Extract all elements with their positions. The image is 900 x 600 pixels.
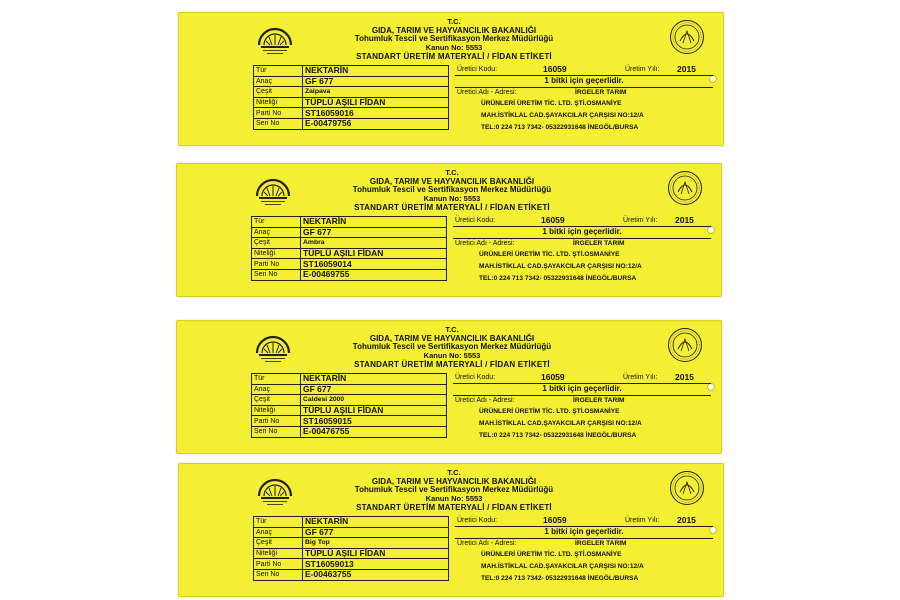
field-row [252,405,447,416]
producer-name-row [453,238,711,249]
field-row [252,238,447,249]
field-row [252,416,447,427]
code-year-row [455,516,713,527]
producer-code-label: Üretici Kodu: [455,217,496,224]
field-value: Caldesi 2000 [301,395,447,406]
address-line: ÜRÜNLERİ ÜRETİM TİC. LTD. ŞTİ.OSMANİYE [481,551,622,558]
header-ministry: GIDA, TARIM VE HAYVANCILIK BAKANLIĞI [369,176,535,186]
field-row [252,269,447,280]
label-fields-table [253,516,449,581]
address-line: MAH.İSTİKLAL CAD.ŞAYAKCILAR ÇARŞISI NO:12/A [479,420,642,427]
field-row [252,248,447,259]
code-year-row [453,373,711,384]
field-key: Anaç [254,527,303,538]
header-directorate: Tohumluk Tescil ve Sertifikasyon Merkez Müdürlüğü [354,485,554,494]
producer-name-label: Üretici Adı - Adresi: [457,540,517,547]
label-fields-table [251,373,447,438]
field-value: E-00463755 [303,569,449,580]
producer-block [455,65,713,134]
address-line: TEL:0 224 713 7342- 05322931648 İNEGÖL/BURSA [481,124,639,131]
year-label: Üretim Yılı: [625,517,660,524]
field-value: ST16059015 [301,416,447,427]
field-value: ST16059014 [301,259,447,270]
field-row [254,517,449,528]
producer-name-label: Üretici Adı - Adresi: [455,397,515,404]
seedling-label-2 [176,163,722,297]
producer-name: İRGELER TARIM [575,89,627,96]
year-label: Üretim Yılı: [625,66,660,73]
producer-address [455,549,713,585]
ministry-logo-icon [255,472,295,508]
field-key: Anaç [252,384,301,395]
header-tc: T.C. [445,325,459,334]
header-law: Kanun No: 5553 [425,493,483,503]
field-value: TÜPLÜ AŞILI FİDAN [303,97,449,108]
field-value: TÜPLÜ AŞILI FİDAN [301,248,447,259]
production-year: 2015 [675,215,694,225]
label-header [309,469,599,513]
validity-text: 1 bitki için geçerlidir. [544,527,624,536]
certification-seal-icon [667,170,703,206]
header-tc: T.C. [447,468,461,477]
producer-name: İRGELER TARIM [575,540,627,547]
field-row [254,87,449,98]
field-key: Tür [254,517,303,528]
header-standard: STANDART ÜRETİM MATERYALİ / FİDAN ETİKETİ [356,52,552,61]
address-line: MAH.İSTİKLAL CAD.ŞAYAKCILAR ÇARŞISI NO:12/A [481,112,644,119]
label-header [307,326,597,370]
certification-seal-icon [669,19,705,55]
field-row [254,569,449,580]
field-key: Parti No [252,259,301,270]
producer-name-row [455,538,713,549]
field-row [252,395,447,406]
producer-code-label: Üretici Kodu: [457,517,498,524]
header-tc: T.C. [447,17,461,26]
producer-code: 16059 [541,372,565,382]
producer-name-row [453,395,711,406]
field-value: Big Top [303,538,449,549]
field-row [254,527,449,538]
header-ministry: GIDA, TARIM VE HAYVANCILIK BAKANLIĞI [369,333,535,343]
seedling-label-3 [176,320,722,454]
production-year: 2015 [677,515,696,525]
field-key: Çeşit [254,538,303,549]
field-row [254,66,449,77]
field-key: Seri No [254,569,303,580]
field-value: E-00469755 [301,269,447,280]
ministry-logo-icon [253,172,293,208]
address-line: MAH.İSTİKLAL CAD.ŞAYAKCILAR ÇARŞISI NO:12/A [479,263,642,270]
producer-code: 16059 [541,215,565,225]
field-key: Niteliği [254,548,303,559]
header-law: Kanun No: 5553 [423,350,481,360]
field-key: Seri No [252,269,301,280]
producer-name: İRGELER TARIM [573,240,625,247]
field-value: TÜPLÜ AŞILI FİDAN [303,548,449,559]
header-standard: STANDART ÜRETİM MATERYALİ / FİDAN ETİKETİ [356,503,552,512]
field-value: NEKTARİN [303,517,449,528]
field-row [254,538,449,549]
field-row [252,259,447,270]
address-line: ÜRÜNLERİ ÜRETİM TİC. LTD. ŞTİ.OSMANİYE [479,251,620,258]
field-value: GF 677 [301,227,447,238]
field-value: E-00479756 [303,118,449,129]
validity-text: 1 bitki için geçerlidir. [542,384,622,393]
field-row [252,384,447,395]
field-value: GF 677 [303,527,449,538]
producer-address [455,98,713,134]
field-key: Çeşit [254,87,303,98]
address-line: TEL:0 224 713 7342- 05322931648 İNEGÖL/BURSA [481,575,639,582]
producer-block [453,373,711,442]
header-law: Kanun No: 5553 [425,42,483,52]
field-row [254,97,449,108]
field-row [252,426,447,437]
producer-code: 16059 [543,64,567,74]
field-row [254,108,449,119]
year-label: Üretim Yılı: [623,217,658,224]
field-value: Ambra [301,238,447,249]
field-row [254,118,449,129]
code-year-row [453,216,711,227]
field-value: TÜPLÜ AŞILI FİDAN [301,405,447,416]
header-directorate: Tohumluk Tescil ve Sertifikasyon Merkez Müdürlüğü [352,342,552,351]
field-key: Niteliği [252,405,301,416]
year-label: Üretim Yılı: [623,374,658,381]
producer-name-label: Üretici Adı - Adresi: [455,240,515,247]
field-key: Seri No [252,426,301,437]
header-tc: T.C. [445,168,459,177]
field-key: Anaç [252,227,301,238]
producer-block [453,216,711,285]
producer-block [455,516,713,585]
field-key: Niteliği [252,248,301,259]
field-key: Parti No [254,108,303,119]
producer-name-label: Üretici Adı - Adresi: [457,89,517,96]
producer-name-row [455,87,713,98]
code-year-row [455,65,713,76]
address-line: MAH.İSTİKLAL CAD.ŞAYAKCILAR ÇARŞISI NO:12/A [481,563,644,570]
field-value: E-00476755 [301,426,447,437]
field-key: Tür [254,66,303,77]
validity-text: 1 bitki için geçerlidir. [544,76,624,85]
producer-code: 16059 [543,515,567,525]
producer-address [453,249,711,285]
address-line: ÜRÜNLERİ ÜRETİM TİC. LTD. ŞTİ.OSMANİYE [479,408,620,415]
ministry-logo-icon [255,21,295,57]
field-row [254,76,449,87]
header-directorate: Tohumluk Tescil ve Sertifikasyon Merkez Müdürlüğü [352,185,552,194]
field-row [252,217,447,228]
field-row [252,227,447,238]
field-value: GF 677 [301,384,447,395]
header-standard: STANDART ÜRETİM MATERYALİ / FİDAN ETİKETİ [354,360,550,369]
field-key: Seri No [254,118,303,129]
field-row [254,548,449,559]
address-line: TEL:0 224 713 7342- 05322931648 İNEGÖL/BURSA [479,275,637,282]
ministry-logo-icon [253,329,293,365]
label-fields-table [251,216,447,281]
address-line: ÜRÜNLERİ ÜRETİM TİC. LTD. ŞTİ.OSMANİYE [481,100,622,107]
address-line: TEL:0 224 713 7342- 05322931648 İNEGÖL/BURSA [479,432,637,439]
header-ministry: GIDA, TARIM VE HAYVANCILIK BAKANLIĞI [371,25,537,35]
seedling-label-1 [178,12,724,146]
production-year: 2015 [677,64,696,74]
header-law: Kanun No: 5553 [423,193,481,203]
certification-seal-icon [667,327,703,363]
field-value: NEKTARİN [301,374,447,385]
field-value: NEKTARİN [301,217,447,228]
field-value: GF 677 [303,76,449,87]
field-value: NEKTARİN [303,66,449,77]
field-row [252,374,447,385]
field-key: Çeşit [252,395,301,406]
header-directorate: Tohumluk Tescil ve Sertifikasyon Merkez Müdürlüğü [354,34,554,43]
seedling-label-4 [178,463,724,597]
field-key: Anaç [254,76,303,87]
header-standard: STANDART ÜRETİM MATERYALİ / FİDAN ETİKETİ [354,203,550,212]
validity-text: 1 bitki için geçerlidir. [542,227,622,236]
field-row [254,559,449,570]
field-key: Tür [252,217,301,228]
field-value: ST16059016 [303,108,449,119]
field-value: ST16059013 [303,559,449,570]
label-header [309,18,599,62]
certification-seal-icon [669,470,705,506]
label-fields-table [253,65,449,130]
field-value: Zaipava [303,87,449,98]
producer-address [453,406,711,442]
field-key: Çeşit [252,238,301,249]
producer-code-label: Üretici Kodu: [455,374,496,381]
producer-code-label: Üretici Kodu: [457,66,498,73]
header-ministry: GIDA, TARIM VE HAYVANCILIK BAKANLIĞI [371,476,537,486]
field-key: Niteliği [254,97,303,108]
label-header [307,169,597,213]
production-year: 2015 [675,372,694,382]
producer-name: İRGELER TARIM [573,397,625,404]
field-key: Tür [252,374,301,385]
field-key: Parti No [252,416,301,427]
field-key: Parti No [254,559,303,570]
